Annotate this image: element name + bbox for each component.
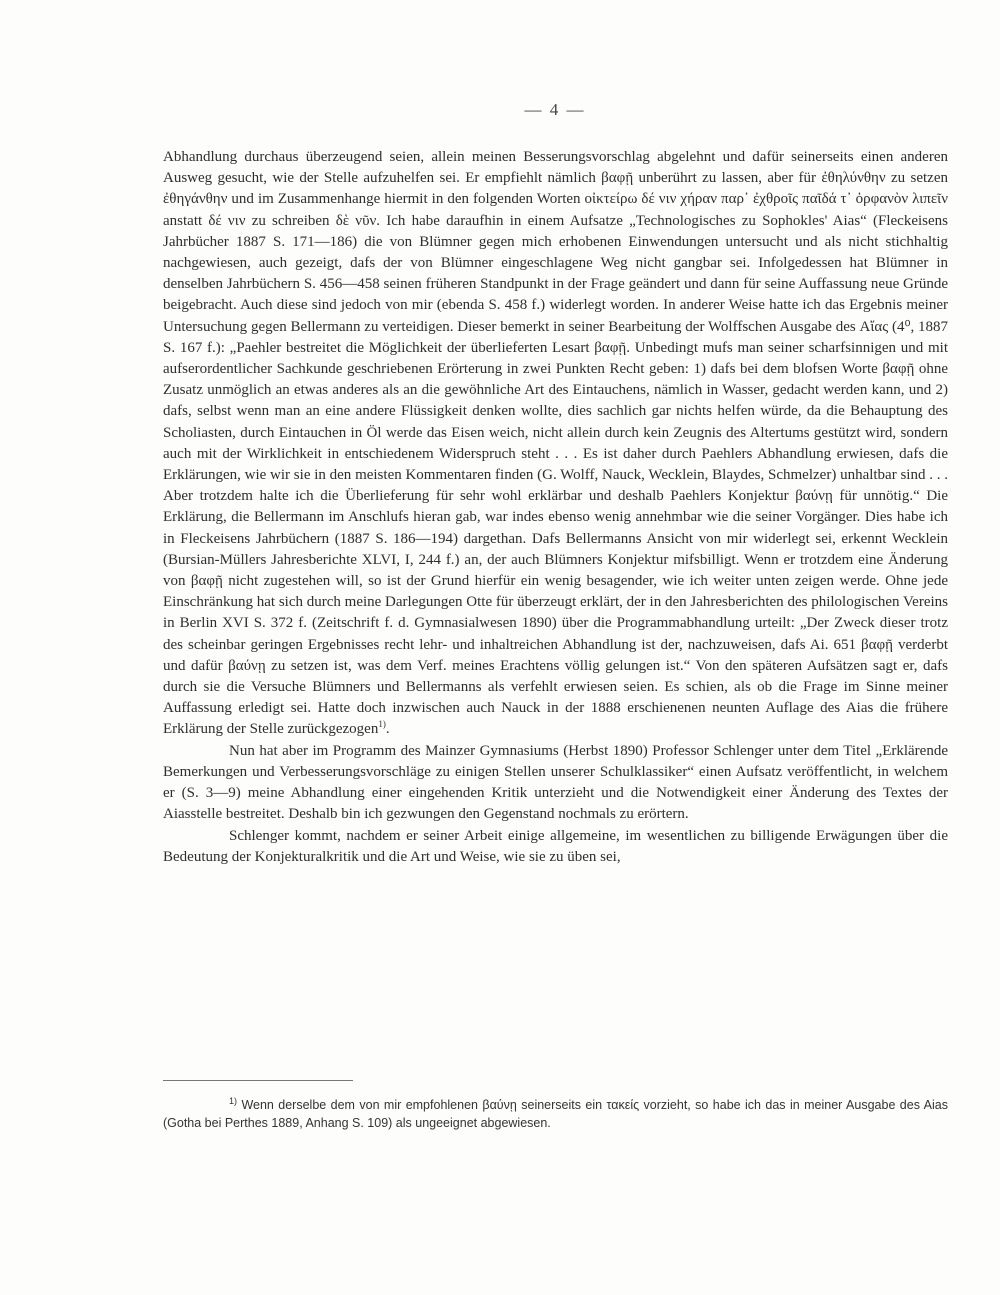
footnote-reference: 1) [378,719,386,730]
footnote-divider [163,1080,353,1081]
footnote-text: Wenn derselbe dem von mir empfohlenen βαύνῃ seinerseits ein τακείς vorzieht, so habe ich das in meiner Ausgabe des Aias (Gotha bei Perthes 1889, Anhang S. 109) als ungeeignet abgewiesen. [163,1098,948,1130]
main-text [163,147,948,868]
footnote-marker: 1) [229,1095,238,1106]
paragraph-1-end: . [385,721,390,738]
paragraph-2: Nun hat aber im Programm des Mainzer Gymnasiums (Herbst 1890) Professor Schlenger unter dem Titel „Erklärende Bemerkungen und Verbesserungsvorschläge zu einigen Stellen unserer Schulklassiker“ einen Aufsatz veröffentlicht, in welchem er (S. 3—9) meine Abhandlung einer eingehenden Kritik unterzieht und die Notwendigkeit einer Änderung des Textes der Aiasstelle bestreitet. Deshalb bin ich gezwungen den Gegenstand nochmals zu erörtern. [163,742,948,823]
paragraph-1-text: Abhandlung durchaus überzeugend seien, allein meinen Besserungsvorschlag abgelehnt und dafür seinerseits einen anderen Ausweg gesucht, wie der Stelle aufzuhelfen sei. Er empfiehlt nämlich βαφῇ unberührt zu lassen, aber für ἐθηλύνθην zu setzen ἐθηγάνθην und im Zusammenhange hiermit in den folgenden Worten οἰκτείρω δέ νιν χήραν παρ᾽ ἐχθροῖς παῖδά τ᾽ ὀρφανὸν λιπεῖν anstatt δέ νιν zu schreiben δὲ νῦν. Ich habe daraufhin in einem Aufsatze „Technologisches zu Sophokles' Aias“ (Fleckeisens Jahrbücher 1887 S. 171—186) die von Blümner gegen mich erhobenen Einwendungen untersucht und als nicht stichhaltig nachgewiesen, auch gezeigt, dafs der von Blümner eingeschlagene Weg nicht gangbar sei. Infolgedessen hat Blümner in denselben Jahrbüchern S. 456—458 seinen früheren Standpunkt in der Frage geändert und dann für seine Auffassung neue Gründe beigebracht. Auch diese sind jedoch von mir (ebenda S. 458 f.) widerlegt worden. In anderer Weise hatte ich das Ergebnis meiner Untersuchung gegen Bellermann zu verteidigen. Dieser bemerkt in seiner Bearbeitung der Wolffschen Ausgabe des Αἴας (4⁰, 1887 S. 167 f.): „Paehler bestreitet die Möglichkeit der überlieferten Lesart βαφῇ. Unbedingt mufs man seiner scharfsinnigen und mit aufserordentlicher Sachkunde geschriebenen Erörterung in zwei Punkten Recht geben: 1) dafs bei dem blofsen Worte βαφῇ ohne Zusatz unmöglich an etwas anderes als an die gewöhnliche Art des Eintauchens, nämlich in Wasser, gedacht werden kann, und 2) dafs, selbst wenn man an eine andere Flüssigkeit denken wollte, dies sachlich gar nichts helfen würde, da die Behauptung des Scholiasten, durch Eintauchen in Öl werde das Eisen weich, nicht allein durch kein Zeugnis des Altertums gestützt wird, sondern auch mit der Wirklichkeit in entschiedenem Widerspruch steht . . . Es ist daher durch Paehlers Abhandlung erwiesen, dafs die Erklärungen, wie wir sie in den meisten Kommentaren finden (G. Wolff, Nauck, Wecklein, Blaydes, Schmelzer) unhaltbar sind . . . Aber trotzdem halte ich die Überlieferung für sehr wohl erklärbar und deshalb Paehlers Konjektur βαύνῃ für unnötig.“ Die Erklärung, die Bellermann im Anschlufs hieran gab, war indes ebenso wenig annehmbar wie die seiner Vorgänger. Dies habe ich in Fleckeisens Jahrbüchern (1887 S. 186—194) dargethan. Dafs Bellermanns Ansicht von mir widerlegt sei, erkennt Wecklein (Bursian-Müllers Jahresberichte XLVI, I, 244 f.) an, der auch Blümners Konjektur mifsbilligt. Wenn er trotzdem eine Änderung von βαφῇ nicht zugestehen will, so ist der Grund hierfür ein wenig besagender, wie ich weiter unten zeigen werde. Ohne jede Einschränkung hat sich durch meine Darlegungen Otte für überzeugt erklärt, der in den Jahresberichten des philologischen Vereins in Berlin XVI S. 372 f. (Zeitschrift f. d. Gymnasialwesen 1890) über die Programmabhandlung urteilt: „Der Zweck dieser trotz des scheinbar geringen Ergebnisses recht lehr- und inhaltreichen Abhandlung ist der, nachzuweisen, dafs Ai. 651 βαφῇ verderbt und dafür βαύνῃ zu setzen ist, was dem Verf. meines Erachtens völlig gelungen ist.“ Von den späteren Aufsätzen sagt er, dafs durch sie die Versuche Blümners und Bellermanns als verfehlt erwiesen seien. Es schien, als ob die Frage im Sinne meiner Auffassung erledigt sei. Hatte doch inzwischen auch Nauck in der 1888 erschienenen neunten Auflage des Aias die frühere Erklärung der Stelle zurückgezogen [163,149,948,738]
paragraph-1 [163,147,948,741]
footnote [163,1096,948,1132]
paragraph-3: Schlenger kommt, nachdem er seiner Arbeit einige allgemeine, im wesentlichen zu billigende Erwägungen über die Bedeutung der Konjekturalkritik und die Art und Weise, wie sie zu üben sei, [163,827,948,865]
page-number: — 4 — [524,100,586,119]
